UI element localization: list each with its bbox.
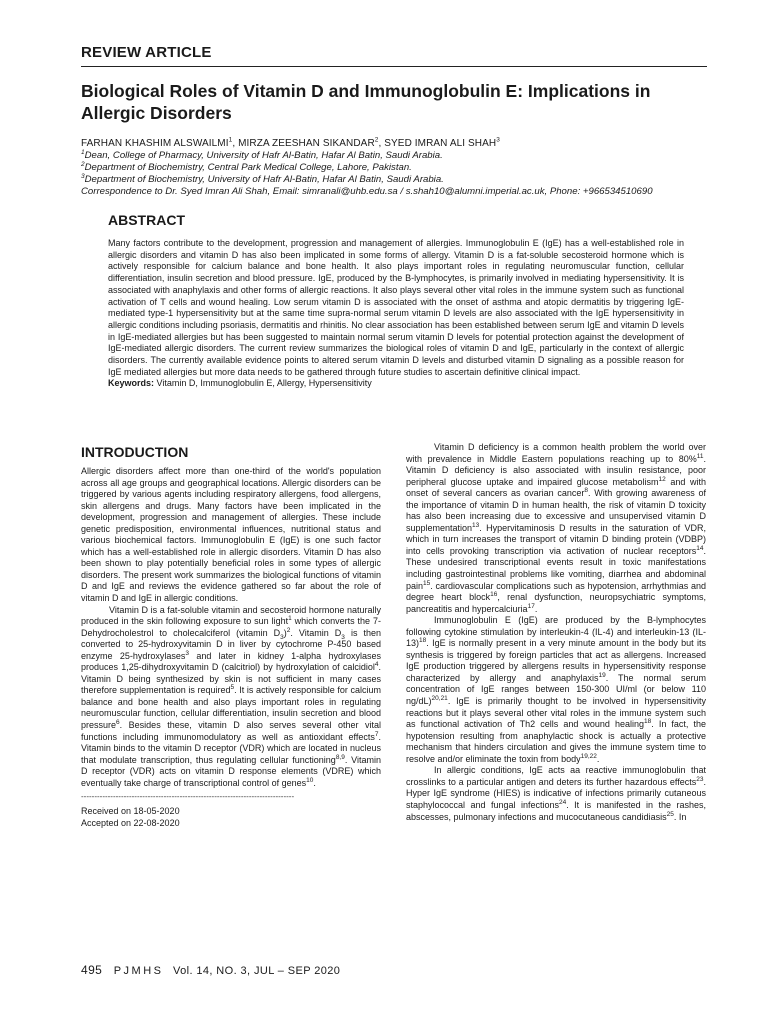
affiliation-3: $^3$Department of Biochemistry, University of Hafr Al-Batin, Hafar Al Batin, Saudi Arabia.	[81, 172, 444, 185]
introduction-heading: INTRODUCTION	[81, 444, 189, 460]
issue-info: Vol. 14, NO. 3, JUL – SEP 2020	[172, 965, 341, 977]
author-names: FARHAN KHASHIM ALSWAILMI$^1$, MIRZA ZEESHAN SIKANDAR$^2$, SYED IMRAN ALI SHAH$^3$	[81, 136, 500, 149]
abstract-heading: ABSTRACT	[108, 212, 185, 228]
paper-page	[81, 0, 707, 1024]
correspondence: Correspondence to Dr. Syed Imran Ali Shah, Email: simranali@uhb.edu.sa / s.shah10@alumni.imperial.ac.uk, Phone: +966534510690	[81, 186, 653, 197]
abstract-text: Many factors contribute to the development, progression and management of allergies. Immunoglobulin E (IgE) has a well-established role in allergic disorders and vitamin D has also been implicated in some forms of allergy. Vitamin D is a fat-soluble secosteroid hormone which is actively responsible for calcium balance and bone health. It also plays important roles in regulating neuromuscular function, cellular differentiation, insulin secretion and blood pressure. IgE, produced by the B-lymphocytes, is primarily involved in mediating hypersensitivity. It is associated with anaphylaxis and other forms of allergic reactions. It also plays several other vital roles in the immune system such as functional activation of T cells and wound healing. Low serum vitamin D is associated with the onset of asthma and atopic dermatitis by triggering IgE-mediated type-1 hypersensitivity but at the same time supra-normal serum vitamin D levels are also associated with the IgE hypersensitivity in allergic conditions including psoriasis, dermatitis and rhinitis. No clear association has been established between serum IgE and vitamin D levels in IgE-mediated allergies but has been suggested to maintain normal serum vitamin D levels for potential protection against the development of IgE-mediated allergic disorders. The current review summarizes the biological roles of vitamin D and IgE, particularly in the context of allergic disorders. The currently available evidence points to altered serum vitamin D levels and disturbed vitamin D signaling as a possible reason for IgE mediated allergies but more data needs to be gathered through future studies to ascertain definitive clinical impact.	[108, 238, 684, 377]
allergic-conditions-paragraph: In allergic conditions, IgE acts aa reactive immunoglobulin that crosslinks to a particular antigen and deters its further hazardous effects$^{23}$. Hyper IgE syndrome (HIES) is indicative of infections primarily cutaneous staphylococcal and fungal infections$^{24}$. It is manifested in the rashes, abscesses, pulmonary infections and mucocutaneous candidiasis$^{25}$. In	[406, 765, 707, 822]
vitamin-d-deficiency-paragraph: Vitamin D deficiency is a common health problem the world over with prevalence in Middle Eastern populations reaching up to 80%$^{11}$. Vitamin D deficiency is also associated with insulin resistance, poor peripheral glucose uptake and impaired glucose metabolism$^{12}$ and with onset of several cancers as ovarian cancer$^8$. With growing awareness of the importance of vitamin D in human health, the risk of vitamin D toxicity has also been increasing due to excessive and unsupervised vitamin D supplementation$^{13}$. Hypervitaminosis D results in the saturation of VDR, which in turn increases the transport of vitamin D binding protein (VDBP) into cells provoking transcription via activation of nuclear receptors$^{14}$. These undesired transcriptional events result in toxic manifestations including gastrointestinal problems like vomiting, diarrhea and abdominal pain$^{15}$. cardiovascular complications such as hypotension, arrhythmias and degree heart block$^{16}$, renal dysfunction, neuropsychiatric symptoms, pancreatitis and hypercalciuria$^{17}$.	[406, 442, 706, 614]
intro-paragraph-2: Vitamin D is a fat-soluble vitamin and secosteroid hormone naturally produced in the skin following exposure to sun light$^1$ which converts the 7-Dehydrocholestrol to cholecalciferol (vitamin $D_3)^2$. Vitamin $D_3$ is then converted to 25-hydroxyvitamin D in liver by cytochrome P-450 based enzyme 25-hydroxylases$^3$ and later in kidney 1-alpha hydroxylases produces 1,25-dihydroxyvitamin D (calcitriol) by hydroxylation of calcidiol$^4$. Vitamin D being synthesized by skin is not sufficient in many cases therefore supplementation is required$^5$. It is actively responsible for calcium balance and bone health and also plays important roles in regulating neuromuscular function, cellular differentiation, insulin secretion and blood pressure$^6$. Besides these, vitamin D also serves several other vital functions including immunomodulatory as well as antioxidant effects$^7$. Vitamin binds to the vitamin D receptor (VDR) which are located in nucleus that modulate transcription, thus regulating cellular functioning$^{8,9}$. Vitamin D receptor (VDR) acts on vitamin D response elements (VDRE) which eventually take charge of transcriptional control of genes$^{10}$.	[81, 604, 381, 788]
author-2: MIRZA ZEESHAN SIKANDAR	[238, 138, 375, 149]
author-3: SYED IMRAN ALI SHAH	[384, 138, 497, 149]
abstract-body	[108, 238, 684, 390]
intro-paragraph-1: Allergic disorders affect more than one-third of the world's population across all age groups and geographical locations. Allergic disorders can be triggered by various agents including respiratory allergens, food allergens, skin allergens and drugs. Many factors have been implicated in the development, progression and management of allergies. These include genetic predisposition, environmental influences, nutritional status and various biochemical factors. Immunoglobulin E (IgE) is one such factor which has a well-established role in allergic disorders. Vitamin D has also been shown to play potentially beneficial roles in some types of allergic disorders. The present work summarizes the biological functions of vitamin D and IgE and reviews the evidence gathered so far about the role of vitamin D and IgE in allergic conditions.	[81, 466, 381, 604]
received-date: Received on 18-05-2020	[81, 805, 180, 816]
left-column	[81, 466, 381, 829]
footnote-separator: --------------------------------------------------------------------------------	[81, 792, 295, 802]
right-column	[406, 442, 706, 823]
page-footer	[81, 963, 340, 977]
journal-abbrev: PJMHS	[113, 965, 164, 977]
keywords-line: Keywords: Vitamin D, Immunoglobulin E, Allergy, Hypersensitivity	[108, 378, 372, 389]
affiliation-1: $^1$Dean, College of Pharmacy, University of Hafr Al-Batin, Hafar Al Batin, Saudi Arabia.	[81, 148, 443, 161]
ige-paragraph: Immunoglobulin E (IgE) are produced by the B-lymphocytes following cytokine stimulation by interleukin-4 (IL-4) and interleukin-13 $(IL-13)^{18}$. IgE is normally present in a very minute amount in the body but its synthesis is triggered by foreign particles that act as allergens. Increased IgE production triggered by allergens results in hypersensitivity response characterized by allergy and anaphylaxis$^{19}$. The normal serum concentration of IgE ranges between 150-300 UI/ml (or below 110 ng/dL)$^{20,21}$. IgE is primarily thought to be involved in hypersensitivity reactions but it plays several other vital roles in the immune system such as functional activation of Th2 cells and wound healing$^{18}$. In fact, the hypotension resulting from anaphylactic shock is actually a protective mechanism that hinders circulation and gives the immune system time to resolve and/or eliminate the toxin from body$^{19,22}$.	[406, 615, 706, 764]
affiliation-2: $^2$Department of Biochemistry, Central Park Medical College, Lahore, Pakistan.	[81, 160, 412, 173]
author-block	[81, 138, 707, 198]
author-1: FARHAN KHASHIM ALSWAILMI	[81, 138, 229, 149]
header-rule	[81, 66, 707, 67]
article-title: Biological Roles of Vitamin D and Immunoglobulin E: Implications in Allergic Disorders	[81, 81, 651, 123]
page-number: 495	[81, 963, 103, 977]
article-type-label: REVIEW ARTICLE	[81, 44, 212, 61]
accepted-date: Accepted on 22-08-2020	[81, 817, 180, 828]
